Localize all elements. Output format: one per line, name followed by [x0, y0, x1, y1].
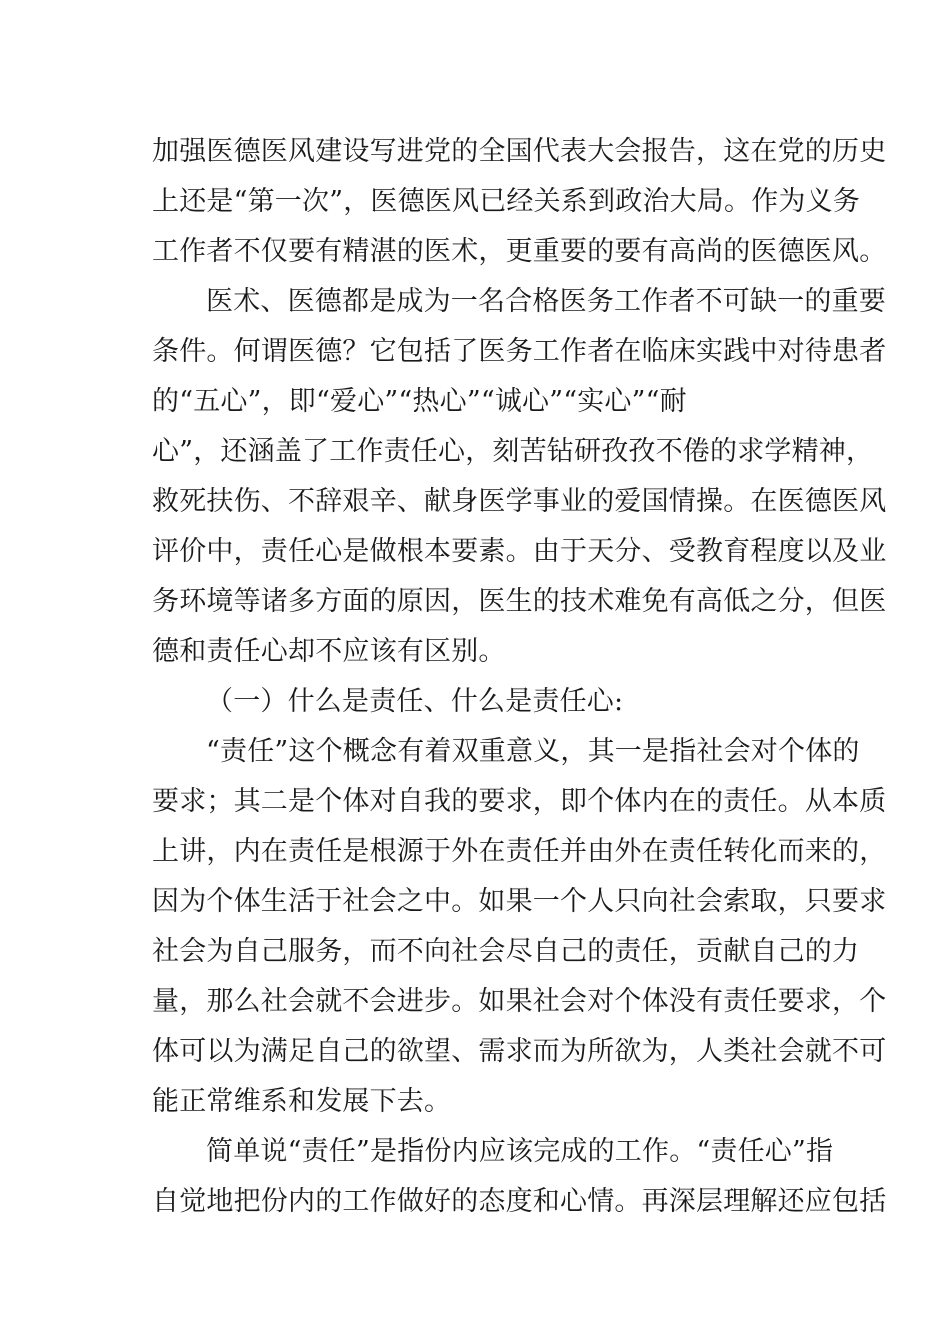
text-line-14: 要求；其二是个体对自我的要求，即个体内在的责任。从本质 [152, 786, 887, 817]
text-line-8: 救死扶伤、不辞艰辛、献身医学事业的爱国情操。在医德医风 [152, 486, 887, 517]
text-line-20: 能正常维系和发展下去。 [152, 1086, 452, 1117]
text-line-17: 社会为自己服务，而不向社会尽自己的责任，贡献自己的力 [152, 936, 860, 967]
text-line-19: 体可以为满足自己的欲望、需求而为所欲为，人类社会就不可 [152, 1036, 887, 1067]
text-line-15: 上讲，内在责任是根源于外在责任并由外在责任转化而来的， [152, 836, 887, 867]
text-line-11: 德和责任心却不应该有区别。 [152, 636, 506, 667]
text-line-5: 条件。何谓医德？它包括了医务工作者在临床实践中对待患者 [152, 336, 887, 367]
text-line-3: 工作者不仅要有精湛的医术，更重要的要有高尚的医德医风。 [152, 236, 887, 267]
text-line-10: 务环境等诸多方面的原因，医生的技术难免有高低之分，但医 [152, 586, 887, 617]
paragraph-start-line: 简单说“责任”是指份内应该完成的工作。“责任心”指 [206, 1136, 834, 1167]
text-line-22: 自觉地把份内的工作做好的态度和心情。再深层理解还应包括 [152, 1186, 887, 1217]
paragraph-start-line: “责任”这个概念有着双重意义，其一是指社会对个体的 [206, 736, 860, 767]
text-line-1: 加强医德医风建设写进党的全国代表大会报告，这在党的历史 [152, 136, 887, 167]
section-heading: （一）什么是责任、什么是责任心: [206, 686, 624, 717]
text-line-7: 心”，还涵盖了工作责任心，刻苦钻研孜孜不倦的求学精神， [152, 436, 874, 467]
text-line-9: 评价中，责任心是做根本要素。由于天分、受教育程度以及业 [152, 536, 887, 567]
text-line-16: 因为个体生活于社会之中。如果一个人只向社会索取，只要求 [152, 886, 887, 917]
paragraph-start-line: 医术、医德都是成为一名合格医务工作者不可缺一的重要 [206, 286, 886, 317]
text-line-2: 上还是“第一次”，医德医风已经关系到政治大局。作为义务 [152, 186, 861, 217]
text-line-6: 的“五心”，即“爱心”“热心”“诚心”“实心”“耐 [152, 386, 687, 417]
text-line-18: 量，那么社会就不会进步。如果社会对个体没有责任要求，个 [152, 986, 887, 1017]
